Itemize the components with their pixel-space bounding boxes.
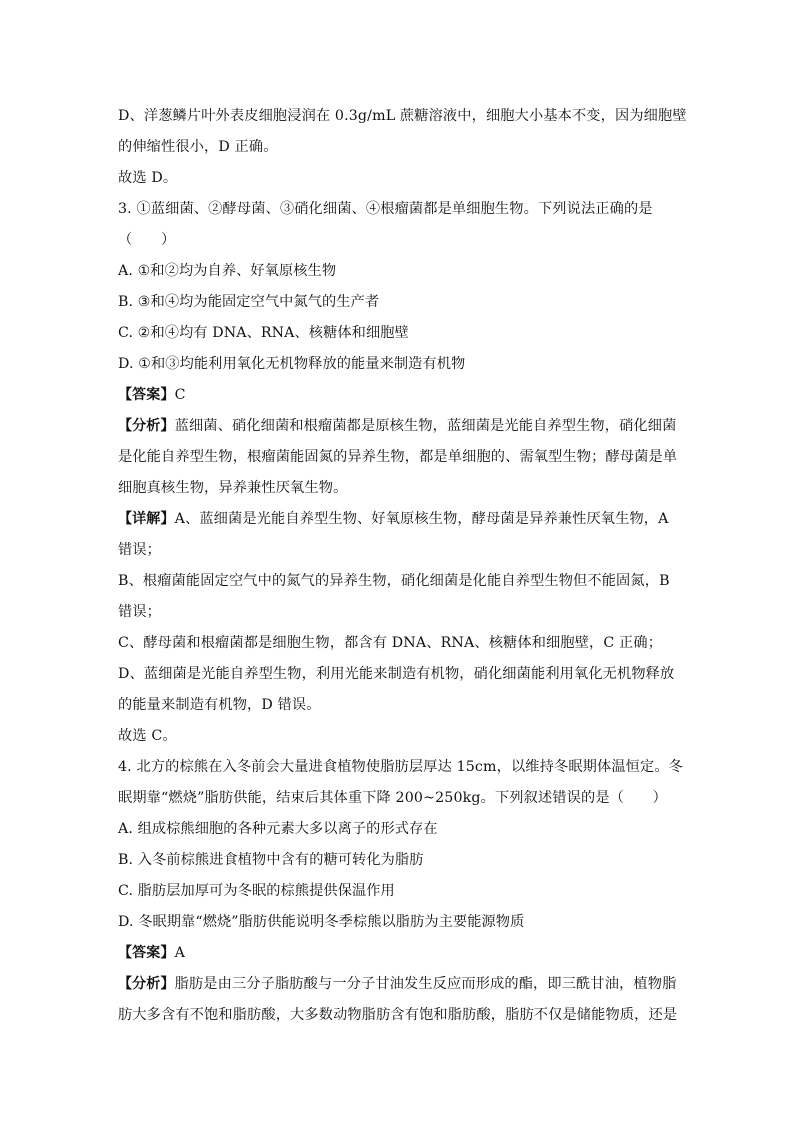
document-body <box>118 101 687 1031</box>
detail-tag: 【详解】 <box>118 511 175 527</box>
question-3-detail-line-1 <box>118 504 678 535</box>
text-line-3: 故选 D。 <box>118 170 178 186</box>
analysis-tag: 【分析】 <box>118 976 175 992</box>
question-3-option-c: C. ②和④均有 DNA、RNA、核糖体和细胞壁 <box>118 325 409 341</box>
question-3-analysis-line-2: 是化能自养型生物，根瘤菌能固氮的异养生物，都是单细胞的、需氧型生物；酵母菌是单 <box>118 449 678 465</box>
analysis-text: 脂肪是由三分子脂肪酸与一分子甘油发生反应而形成的酯，即三酰甘油，植物脂 <box>174 976 677 992</box>
question-3-detail-line-5: C、酵母菌和根瘤菌都是细胞生物，都含有 DNA、RNA、核糖体和细胞壁，C 正确； <box>118 635 663 651</box>
question-4-option-b: B. 入冬前棕熊进食植物中含有的糖可转化为脂肪 <box>118 852 424 868</box>
question-4-analysis-line-1 <box>118 969 678 1000</box>
text-line-1: D、洋葱鳞片叶外表皮细胞浸润在 0.3g/mL 蔗糖溶液中，细胞大小基本不变，因为细胞壁 <box>118 108 687 124</box>
question-3-detail-line-6: D、蓝细菌是光能自养型生物，利用光能来制造有机物，硝化细菌能利用氧化无机物释放 <box>118 666 675 682</box>
answer-tag: 【答案】 <box>118 945 175 961</box>
question-3-blank: （ ） <box>118 232 176 248</box>
question-3-option-b: B. ③和④均为能固定空气中氮气的生产者 <box>118 294 380 310</box>
answer-value: C <box>174 387 186 403</box>
question-3-detail-line-3: B、根瘤菌能固定空气中的氮气的异养生物，硝化细菌是化能自养型生物但不能固氮，B <box>118 573 670 589</box>
question-3-answer <box>118 380 678 411</box>
answer-tag: 【答案】 <box>118 387 175 403</box>
question-3-stem: 3. ①蓝细菌、②酵母菌、③硝化细菌、④根瘤菌都是单细胞生物。下列说法正确的是 <box>118 201 653 217</box>
question-3-option-d: D. ①和③均能利用氧化无机物释放的能量来制造有机物 <box>118 356 466 372</box>
question-3-analysis-line-3: 细胞真核生物，异养兼性厌氧生物。 <box>118 480 348 496</box>
question-3-detail-line-2: 错误； <box>118 542 162 558</box>
detail-text: A、蓝细菌是光能自养型生物、好氧原核生物，酵母菌是异养兼性厌氧生物，A <box>174 511 669 527</box>
question-3-conclusion: 故选 C。 <box>118 728 177 744</box>
analysis-tag: 【分析】 <box>118 418 175 434</box>
question-3-detail-line-7: 的能量来制造有机物，D 错误。 <box>118 697 321 713</box>
question-4-answer <box>118 938 678 969</box>
question-4-analysis-line-2: 肪大多含有不饱和脂肪酸，大多数动物脂肪含有饱和脂肪酸，脂肪不仅是储能物质，还是 <box>118 1007 678 1023</box>
question-4-option-a: A. 组成棕熊细胞的各种元素大多以离子的形式存在 <box>118 821 438 837</box>
question-4-option-c: C. 脂肪层加厚可为冬眠的棕熊提供保温作用 <box>118 883 395 899</box>
question-4-stem-line-1: 4. 北方的棕熊在入冬前会大量进食植物使脂肪层厚达 15cm，以维持冬眠期体温恒定。冬 <box>118 759 684 775</box>
question-3-detail-line-4: 错误； <box>118 604 162 620</box>
question-3-analysis-line-1 <box>118 411 678 442</box>
analysis-text: 蓝细菌、硝化细菌和根瘤菌都是原核生物，蓝细菌是光能自养型生物，硝化细菌 <box>174 418 677 434</box>
question-4-option-d: D. 冬眠期靠“燃烧”脂肪供能说明冬季棕熊以脂肪为主要能源物质 <box>118 914 525 930</box>
answer-value: A <box>174 945 186 961</box>
question-3-option-a: A. ①和②均为自养、好氧原核生物 <box>118 263 337 279</box>
text-line-2: 的伸缩性很小，D 正确。 <box>118 139 278 155</box>
question-4-stem-line-2: 眠期靠“燃烧”脂肪供能，结束后其体重下降 200~250kg。下列叙述错误的是（ ） <box>118 790 668 806</box>
